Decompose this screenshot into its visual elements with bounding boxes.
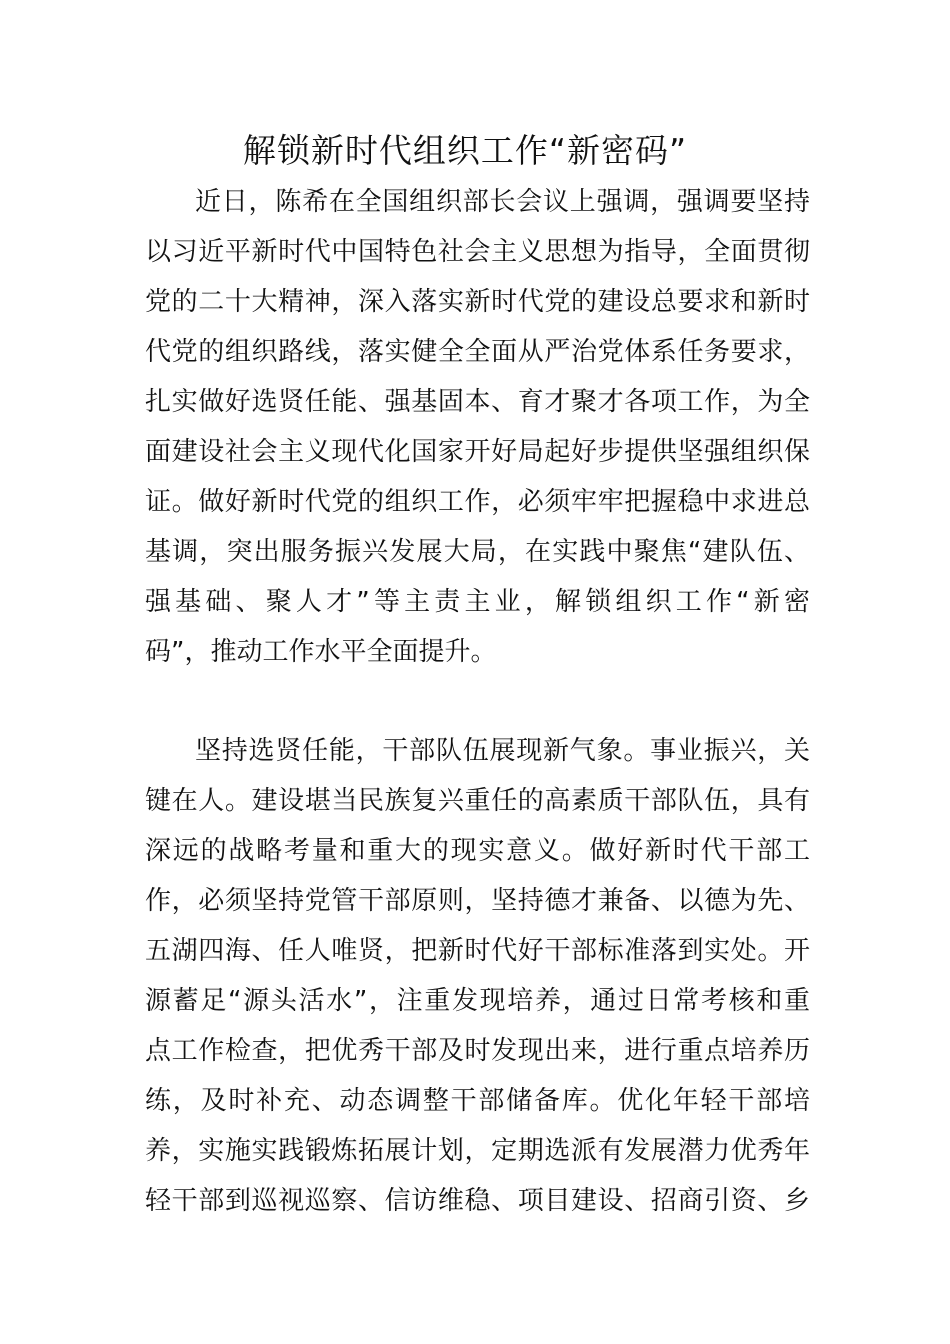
paragraph-1-line: 近日，陈希在全国组织部长会议上强调，强调要坚持 bbox=[195, 187, 810, 217]
paragraph-2-line: 键在人。建设堪当民族复兴重任的高素质干部队伍，具有 bbox=[145, 786, 810, 816]
paragraph-1-line: 强基础、聚人才”等主责主业，解锁组织工作“新密 bbox=[145, 587, 810, 617]
paragraph-1-line: 基调，突出服务振兴发展大局，在实践中聚焦“建队伍、 bbox=[145, 537, 810, 567]
paragraph-1-line: 以习近平新时代中国特色社会主义思想为指导，全面贯彻 bbox=[145, 237, 810, 267]
paragraph-1-line: 码”，推动工作水平全面提升。 bbox=[145, 637, 497, 667]
paragraph-1-line: 证。做好新时代党的组织工作，必须牢牢把握稳中求进总 bbox=[145, 487, 810, 517]
paragraph-2-line: 点工作检查，把优秀干部及时发现出来，进行重点培养历 bbox=[145, 1036, 810, 1066]
paragraph-2-line: 轻干部到巡视巡察、信访维稳、项目建设、招商引资、乡 bbox=[145, 1186, 810, 1216]
paragraph-2-line: 练，及时补充、动态调整干部储备库。优化年轻干部培 bbox=[145, 1086, 810, 1116]
paragraph-1-line: 代党的组织路线，落实健全全面从严治党体系任务要求， bbox=[145, 337, 810, 367]
paragraph-2-line: 五湖四海、任人唯贤，把新时代好干部标准落到实处。开 bbox=[145, 936, 810, 966]
paragraph-2-line: 作，必须坚持党管干部原则，坚持德才兼备、以德为先、 bbox=[145, 886, 810, 916]
document-title: 解锁新时代组织工作“新密码” bbox=[242, 131, 688, 170]
paragraph-1-line: 面建设社会主义现代化国家开好局起好步提供坚强组织保 bbox=[145, 437, 810, 467]
paragraph-2-line: 源蓄足“源头活水”，注重发现培养，通过日常考核和重 bbox=[145, 986, 810, 1016]
paragraph-1-line: 党的二十大精神，深入落实新时代党的建设总要求和新时 bbox=[145, 287, 810, 317]
paragraph-2-line: 深远的战略考量和重大的现实意义。做好新时代干部工 bbox=[145, 836, 810, 866]
paragraph-2-line: 坚持选贤任能，干部队伍展现新气象。事业振兴，关 bbox=[195, 736, 810, 766]
paragraph-2-line: 养，实施实践锻炼拓展计划，定期选派有发展潜力优秀年 bbox=[145, 1136, 810, 1166]
paragraph-1-line: 扎实做好选贤任能、强基固本、育才聚才各项工作，为全 bbox=[145, 387, 810, 417]
